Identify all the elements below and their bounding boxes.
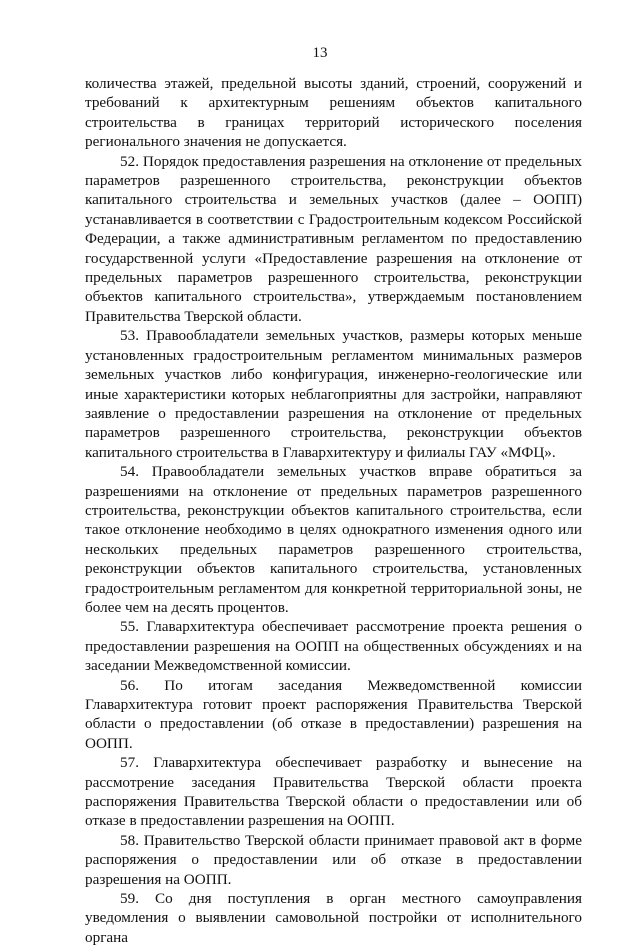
paragraph-57: 57. Главархитектура обеспечивает разработку и вынесение на рассмотрение заседания Правительства Тверской области проекта распоряжения Правительства Тверской области о предоставлении или об отказе в предоставлении разрешения на ООПП. [85,754,582,830]
document-body [85,74,582,947]
paragraph-58: 58. Правительство Тверской области принимает правовой акт в форме распоряжения о предоставлении или об отказе в предоставлении разрешения на ООПП. [85,831,582,888]
paragraph-59: 59. Со дня поступления в орган местного самоуправления уведомления о выявлении самовольной постройки от исполнительного органа [85,890,582,946]
paragraph-56: 56. По итогам заседания Межведомственной комиссии Главархитектура готовит проект распоряжения Правительства Тверской области о предоставлении (об отказе в предоставлении) разрешения на ООПП. [85,676,582,752]
paragraph-continuation: количества этажей, предельной высоты зданий, строений, сооружений и требований к архитектурным решениям объектов капитального строительства в границах территорий исторического поселения регионального значения не допускается. [85,75,582,151]
paragraph-55: 55. Главархитектура обеспечивает рассмотрение проекта решения о предоставлении разрешения на ООПП на общественных обсуждениях и на заседании Межведомственной комиссии. [85,618,582,675]
paragraph-53: 53. Правообладатели земельных участков, размеры которых меньше установленных градостроительным регламентом минимальных размеров земельных участков либо конфигурация, инженерно-геологические или иные характеристики которых неблагоприятны для застройки, направляют заявление о предоставлении разрешения на отклонение от предельных параметров разрешенного строительства, реконструкции объектов капитального строительства в Главархитектуру и филиалы ГАУ «МФЦ». [85,327,582,461]
paragraph-54: 54. Правообладатели земельных участков вправе обратиться за разрешениями на отклонение от предельных параметров разрешенного строительства, реконструкции объектов капитального строительства, если такое отклонение необходимо в целях однократного изменения одного или нескольких предельных параметров разрешенного строительства, реконструкции объектов капитального строительства, установленных градостроительным регламентом для конкретной территориальной зоны, не более чем на десять процентов. [85,463,582,616]
paragraph-52: 52. Порядок предоставления разрешения на отклонение от предельных параметров разрешенного строительства, реконструкции объектов капитального строительства и земельных участков (далее – ООПП) устанавливается в соответствии с Градостроительным кодексом Российской Федерации, а также административным регламентом по предоставлению государственной услуги «Предоставление разрешения на отклонение от предельных параметров разрешенного строительства, реконструкции объектов капитального строительства», утверждаемым постановлением Правительства Тверской области. [85,152,582,325]
page-number: 13 [312,45,328,61]
